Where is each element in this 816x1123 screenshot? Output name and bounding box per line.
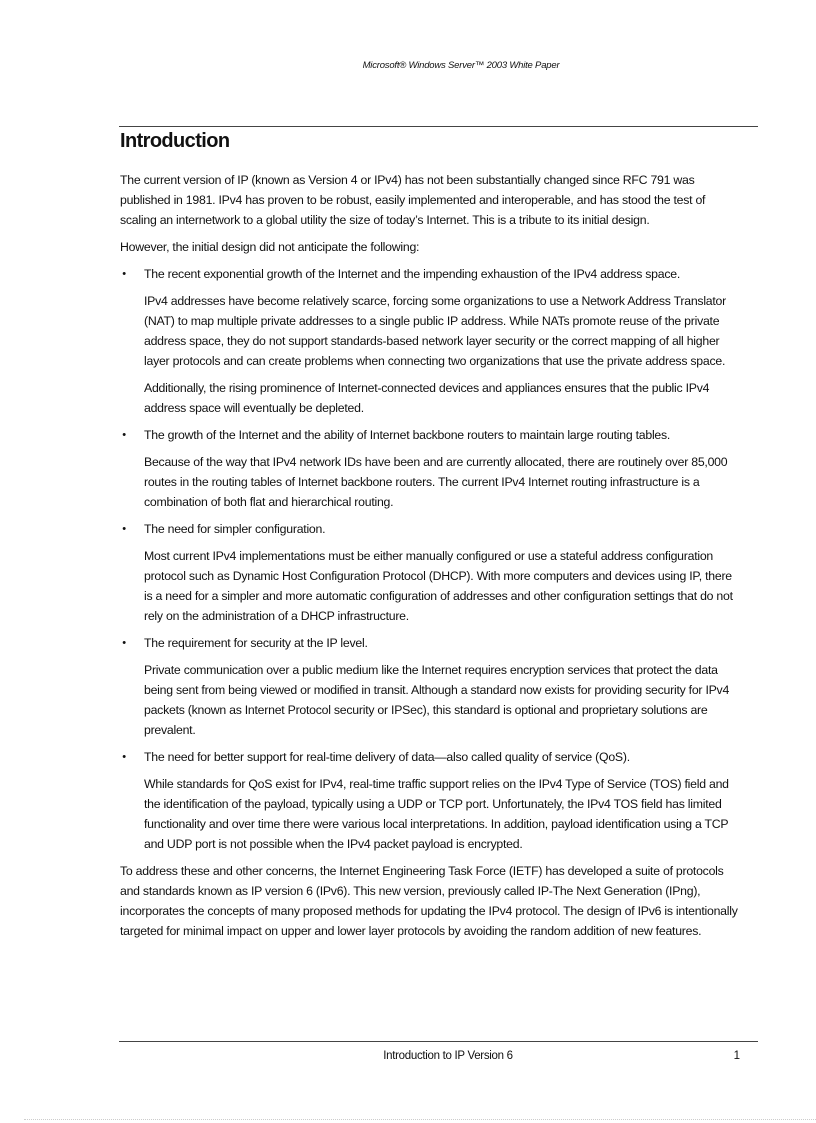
header-rule [119, 126, 758, 127]
bullet-detail: Because of the way that IPv4 network IDs have been and are currently allocated, there are routinely over 85,000 routes in the routing tables of Internet backbone routers. The current IPv4 Internet routing infrastructure is a combination of both flat and hierarchical routing. [144, 455, 728, 509]
intro-lead-in: However, the initial design did not anticipate the following: [120, 240, 420, 254]
bullet-heading: The recent exponential growth of the Internet and the impending exhaustion of the IPv4 address space. [144, 267, 680, 281]
bullet-detail: Most current IPv4 implementations must be either manually configured or use a stateful address configuration protocol such as Dynamic Host Configuration Protocol (DHCP). With more computers and devices using IP, there is a need for a simpler and more automatic configuration of addresses and other configuration settings that do not rely on the administration of a DHCP infrastructure. [144, 549, 733, 623]
bullet-detail: While standards for QoS exist for IPv4, real-time traffic support relies on the IPv4 Type of Service (TOS) field and the identification of the payload, typically using a UDP or TCP port. Unfortunately, the IPv4 TOS field has limited functionality and over time there were various local interpretations. In addition, payload identification using a TCP and UDP port is not possible when the IPv4 packet payload is encrypted. [144, 777, 729, 851]
page-edge-divider [24, 1119, 816, 1120]
list-item [120, 425, 740, 512]
section-title: Introduction [120, 130, 230, 152]
bullet-marker: • [122, 429, 126, 441]
bullet-detail: IPv4 addresses have become relatively scarce, forcing some organizations to use a Network Address Translator (NAT) to map multiple private addresses to a single public IP address. While NATs promote reuse of the private address space, they do not support standards-based network layer security or the correct mapping of all higher layer protocols and can create problems when connecting two organizations that use the private address space. [144, 294, 726, 368]
page-number: 1 [733, 1050, 740, 1062]
footer-rule [119, 1041, 758, 1042]
bullet-marker: • [122, 751, 126, 763]
list-item [120, 747, 740, 854]
bullet-detail: Additionally, the rising prominence of Internet-connected devices and appliances ensures that the public IPv4 address space will eventually be depleted. [144, 381, 710, 415]
body-text [120, 170, 740, 948]
issues-list [120, 264, 740, 854]
bullet-detail: Private communication over a public medium like the Internet requires encryption services that protect the data being sent from being viewed or modified in transit. Although a standard now exists for providing security for IPv4 packets (known as Internet Protocol security or IPSec), this standard is optional and proprietary solutions are prevalent. [144, 663, 730, 737]
running-header: Microsoft® Windows Server™ 2003 White Paper [362, 60, 560, 71]
list-item [120, 264, 740, 418]
bullet-heading: The need for simpler configuration. [144, 522, 326, 536]
bullet-heading: The growth of the Internet and the ability of Internet backbone routers to maintain large routing tables. [144, 428, 671, 442]
intro-paragraph: The current version of IP (known as Version 4 or IPv4) has not been substantially changed since RFC 791 was published in 1981. IPv4 has proven to be robust, easily implemented and interoperable, and has stood the test of scaling an internetwork to a global utility the size of today’s Internet. This is a tribute to its initial design. [120, 173, 706, 227]
footer-title: Introduction to IP Version 6 [383, 1050, 513, 1062]
list-item [120, 519, 740, 626]
bullet-marker: • [122, 268, 126, 280]
closing-paragraph: To address these and other concerns, the Internet Engineering Task Force (IETF) has developed a suite of protocols and standards known as IP version 6 (IPv6). This new version, previously called IP-The Next Generation (IPng), incorporates the concepts of many proposed methods for updating the IPv4 protocol. The design of IPv6 is intentionally targeted for minimal impact on upper and lower layer protocols by avoiding the random addition of new features. [120, 864, 738, 938]
bullet-marker: • [122, 637, 126, 649]
bullet-heading: The need for better support for real-time delivery of data—also called quality of service (QoS). [144, 750, 630, 764]
bullet-heading: The requirement for security at the IP level. [144, 636, 368, 650]
list-item [120, 633, 740, 740]
bullet-marker: • [122, 523, 126, 535]
